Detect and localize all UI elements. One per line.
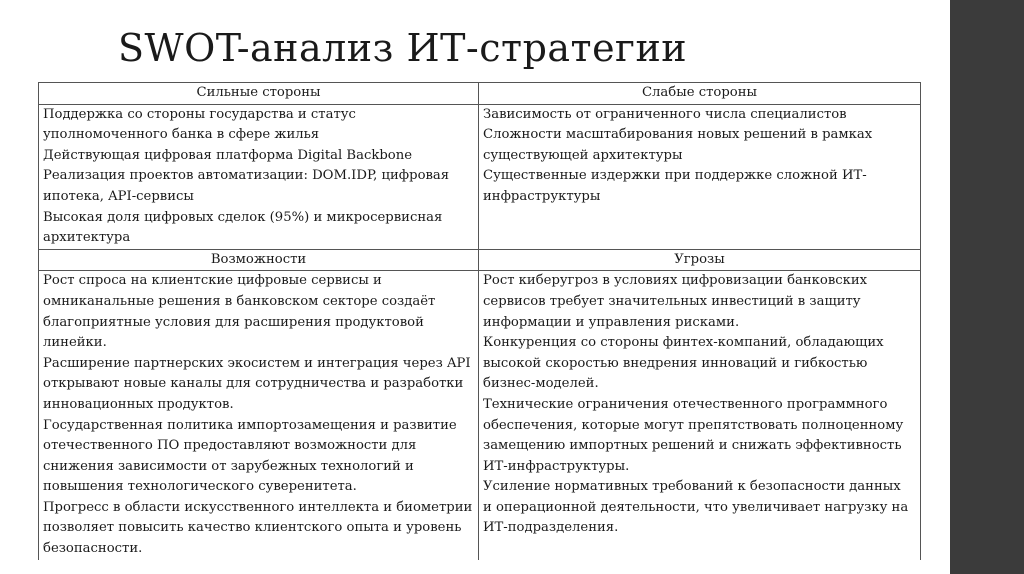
threats-cell [479,271,921,560]
opportunities-line: отечественного ПО предоставляют возможности для [43,438,417,454]
opportunities-line: омниканальные решения в банковском секторе создаёт [43,293,436,309]
weaknesses-line: Сложности масштабирования новых решений в рамках [483,127,873,143]
threats-line: Конкуренция со стороны финтех-компаний, обладающих [483,335,884,351]
opportunities-header: Возможности [39,249,479,271]
strengths-header: Сильные стороны [39,83,479,105]
threats-line: ИТ-подразделения. [483,520,619,536]
swot-content-row-bottom [39,271,921,560]
opportunities-line: безопасности. [43,541,143,557]
weaknesses-line: Существенные издержки при поддержке сложной ИТ- [483,168,867,184]
threats-line: замещению импортных решений и снижать эффективность [483,438,902,454]
opportunities-line: снижения зависимости от зарубежных технологий и [43,458,414,474]
threats-line: Рост киберугроз в условиях цифровизации банковских [483,273,868,289]
weaknesses-line: Зависимость от ограниченного числа специалистов [483,106,847,122]
threats-line: и операционной деятельности, что увеличивает нагрузку на [483,499,909,515]
opportunities-line: повышения технологического суверенитета. [43,479,357,495]
weaknesses-header: Слабые стороны [479,83,921,105]
strengths-cell [39,104,479,249]
weaknesses-line: инфраструктуры [483,188,601,204]
threats-header: Угрозы [479,249,921,271]
opportunities-line: линейки. [43,335,107,351]
decorative-side-bar [950,0,1024,574]
strengths-line: Поддержка со стороны государства и статус [43,106,356,122]
strengths-line: Реализация проектов автоматизации: DOM.IDP, цифровая [43,168,450,184]
threats-line: сервисов требует значительных инвестиций в защиту [483,293,861,309]
slide-title: SWOT-анализ ИТ-стратегии [118,26,688,70]
threats-line: ИТ-инфраструктуры. [483,458,630,474]
opportunities-line: Рост спроса на клиентские цифровые сервисы и [43,273,382,289]
strengths-line: уполномоченного банка в сфере жилья [43,127,320,143]
threats-line: бизнес-моделей. [483,376,599,392]
threats-line: Технические ограничения отечественного программного [483,396,888,412]
opportunities-line: Расширение партнерских экосистем и интеграция через API [43,355,471,371]
weaknesses-cell [479,104,921,249]
strengths-line: архитектура [43,230,131,246]
swot-table [38,82,921,560]
threats-line: обеспечения, которые могут препятствовать полноценному [483,417,904,433]
opportunities-line: инновационных продуктов. [43,396,234,412]
opportunities-line: Государственная политика импортозамещения и развитие [43,417,457,433]
opportunities-line: позволяет повысить качество клиентского опыта и уровень [43,520,462,536]
threats-line: информации и управления рисками. [483,314,740,330]
opportunities-line: открывают новые каналы для сотрудничества и разработки [43,376,464,392]
swot-header-row-top [39,83,921,105]
strengths-line: Действующая цифровая платформа Digital Backbone [43,147,413,163]
threats-line: высокой скоростью внедрения инноваций и гибкостью [483,355,868,371]
opportunities-line: благоприятные условия для расширения продуктовой [43,314,424,330]
swot-header-row-bottom [39,249,921,271]
opportunities-cell [39,271,479,560]
weaknesses-line: существующей архитектуры [483,147,683,163]
opportunities-line: Прогресс в области искусственного интеллекта и биометрии [43,499,473,515]
threats-line: Усиление нормативных требований к безопасности данных [483,479,901,495]
strengths-line: ипотека, API-сервисы [43,188,194,204]
strengths-line: Высокая доля цифровых сделок (95%) и микросервисная [43,209,443,225]
swot-content-row-top [39,104,921,249]
